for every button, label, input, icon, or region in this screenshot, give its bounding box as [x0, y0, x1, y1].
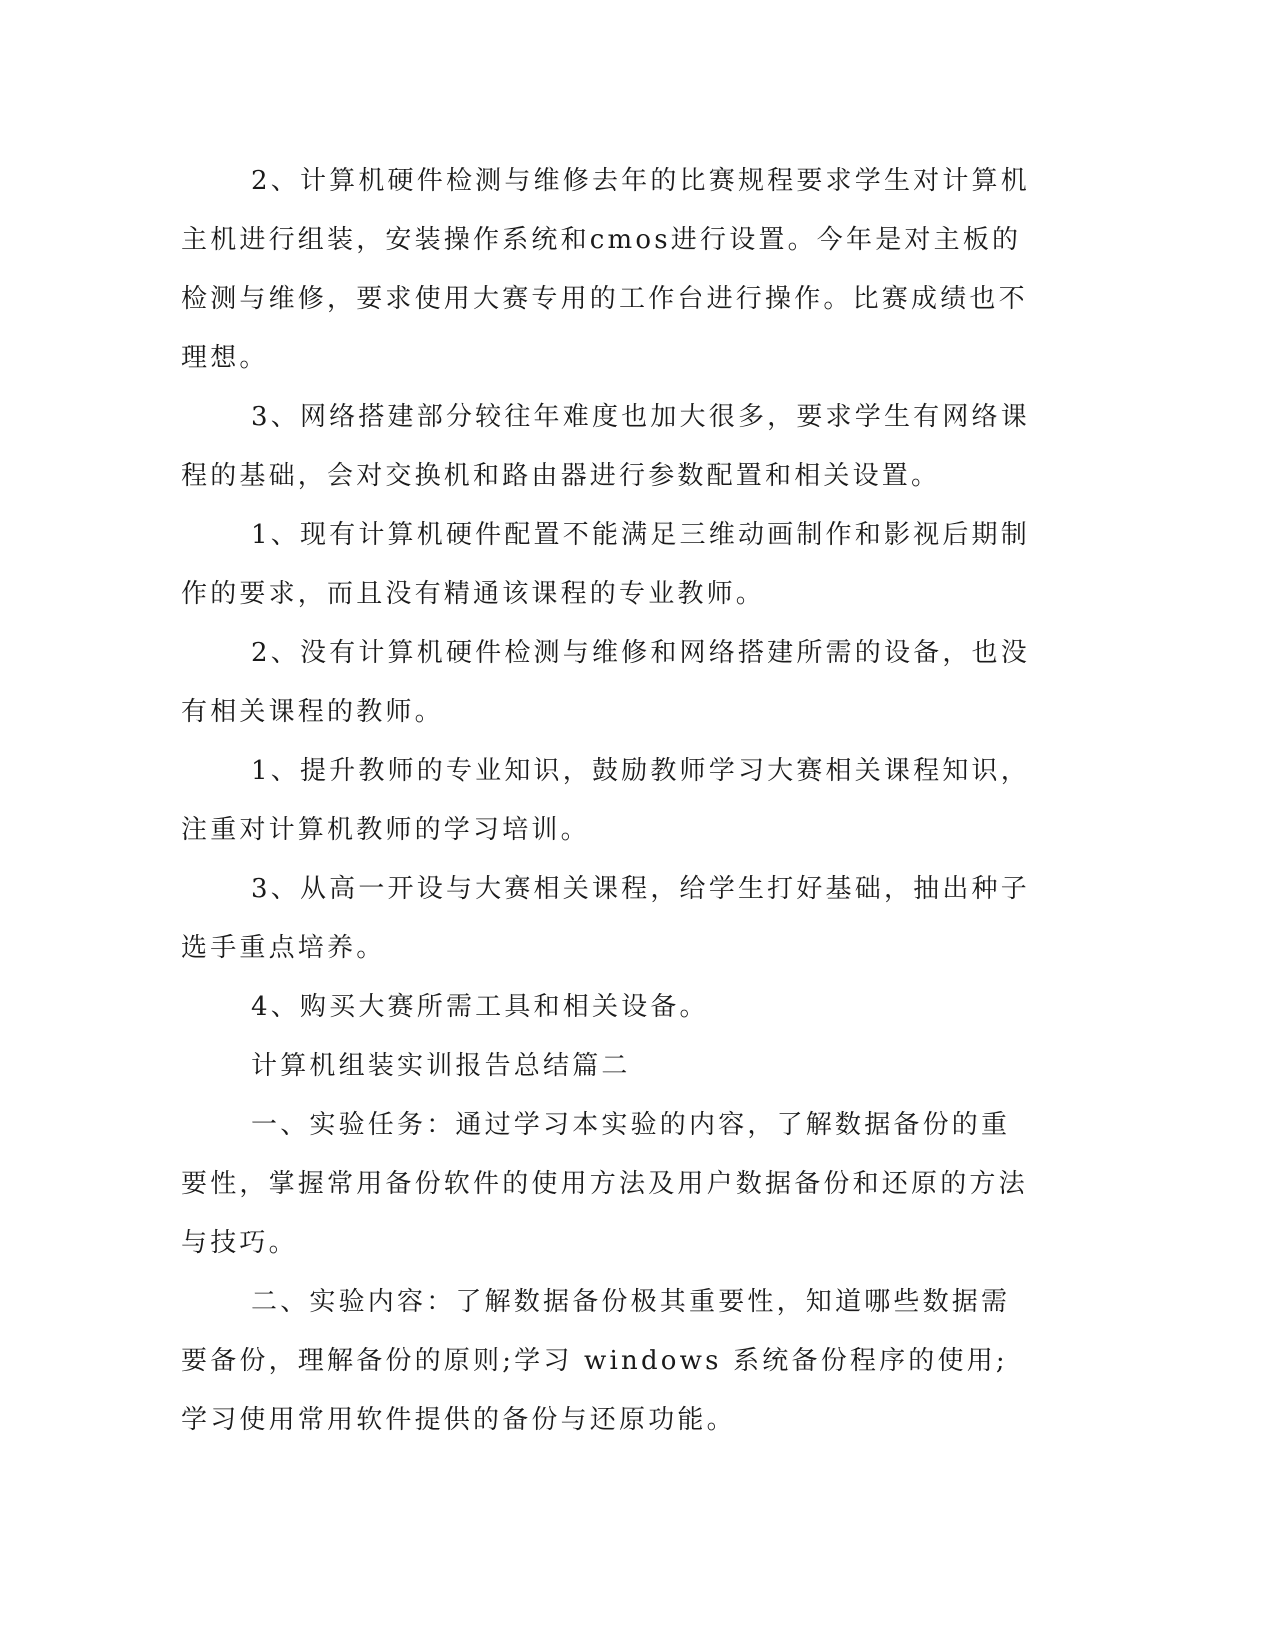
- paragraph-purchase-equipment: 4、购买大赛所需工具和相关设备。: [251, 992, 709, 1022]
- paragraph-network-setup: 3、网络搭建部分较往年难度也加大很多，要求学生有网络课程的基础，会对交换机和路由器进行参数配置和相关设置。: [181, 402, 1030, 491]
- paragraph-hardware-maintenance: 2、计算机硬件检测与维修去年的比赛规程要求学生对计算机主机进行组装，安装操作系统和cmos进行设置。今年是对主板的检测与维修，要求使用大赛专用的工作台进行操作。比赛成绩也不理想。: [181, 166, 1030, 373]
- paragraph-equipment-issue: 2、没有计算机硬件检测与维修和网络搭建所需的设备，也没有相关课程的教师。: [181, 638, 1030, 727]
- paragraph-experiment-content: 二、实验内容：了解数据备份极其重要性，知道哪些数据需要备份，理解备份的原则;学习 windows 系统备份程序的使用;学习使用常用软件提供的备份与还原功能。: [181, 1287, 1011, 1435]
- paragraph-hardware-config-issue: 1、现有计算机硬件配置不能满足三维动画制作和影视后期制作的要求，而且没有精通该课程的专业教师。: [181, 520, 1030, 609]
- paragraph-course-setup: 3、从高一开设与大赛相关课程，给学生打好基础，抽出种子选手重点培养。: [181, 874, 1030, 963]
- paragraph-experiment-task: 一、实验任务：通过学习本实验的内容，了解数据备份的重要性，掌握常用备份软件的使用方法及用户数据备份和还原的方法与技巧。: [181, 1110, 1028, 1258]
- document-body: [181, 152, 1031, 1450]
- section-heading: 计算机组装实训报告总结篇二: [251, 1051, 631, 1081]
- paragraph-teacher-training: 1、提升教师的专业知识，鼓励教师学习大赛相关课程知识，注重对计算机教师的学习培训。: [181, 756, 1030, 845]
